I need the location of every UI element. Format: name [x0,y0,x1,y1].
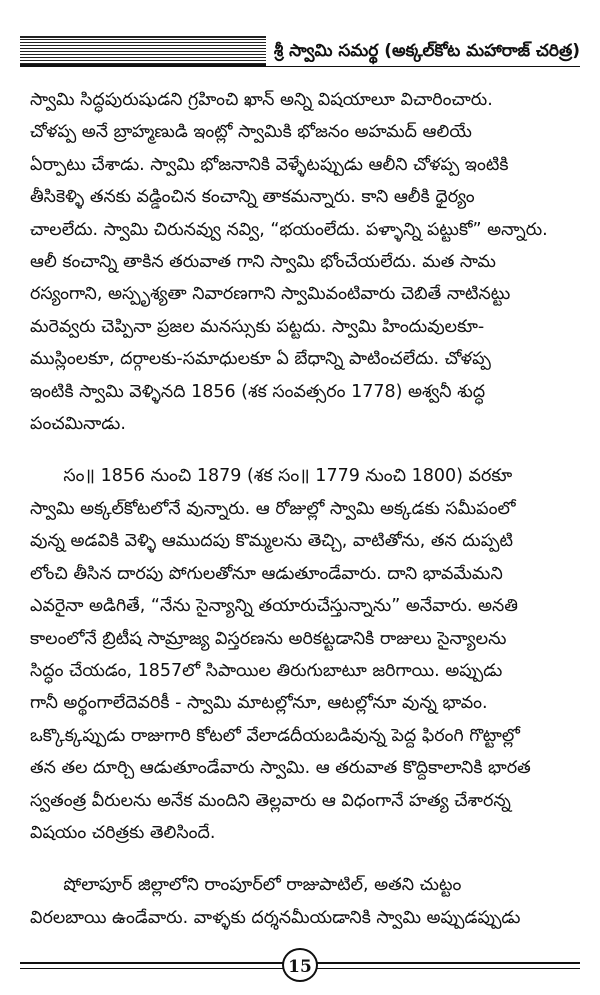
text-line: పంచమినాడు. [30,414,126,435]
page-number: 15 [282,948,318,982]
text-line: వున్న అడవికి వెళ్ళి ఆముదపు కొమ్మలను తెచ్చి, వాటితోను, తన దుప్పటి [30,531,513,552]
text-line: ఆలీ కంచాన్ని తాకిన తరువాత గాని స్వామి భోంచేయలేదు. మత సామ [30,252,496,273]
text-line: కాలంలోనే బ్రిటీష సామ్రాజ్య విస్తరణను అరికట్టడానికి రాజులు సైన్యాలను [30,628,507,649]
text-line: స్వామి అక్కల్‌కోటలోనే వున్నారు. ఆ రోజుల్లో స్వామి అక్కడకు సమీపంలో [30,498,516,519]
text-line: తన తల దూర్చి ఆడుతూండేవారు స్వామి. ఆ తరువాత కొద్దికాలానికి భారత [30,758,531,779]
text-line: చోళప్ప అనే బ్రాహ్మణుడి ఇంట్లో స్వామికి భోజనం అహమద్ ఆలియే [30,122,472,143]
page-footer [20,948,580,984]
text-line: స్వామి సిద్ధపురుషుడని గ్రహించి ఖాన్ అన్ని విషయాలూ విచారించారు. [30,90,493,110]
text-line: ఇంటికి స్వామి వెళ్ళినది 1856 (శక సంవత్సరం 1778) అశ్వనీ శుద్ధ [30,381,486,402]
paragraph-2 [30,460,586,849]
text-line: విషయం చరిత్రకు తెలిసిందే. [30,822,216,843]
text-line: సిద్ధం చేయడం, 1857లో సిపాయిల తిరుగుబాటూ జరిగాయి. అప్పుడు [30,660,503,681]
header-title: శ్రీ స్వామి సమర్థ (అక్కల్‌కోట మహారాజ్ చరిత్ర) [266,36,580,66]
text-line: విరలబాయి ఉండేవారు. వాళ్ళకు దర్శనమీయడానికి స్వామి అప్పుడప్పుడు [30,907,521,928]
text-line: మరెవ్వరు చెప్పినా ప్రజల మనస్సుకు పట్టదు. స్వామి హిందువులకూ- [30,316,485,337]
text-line: తీసికెళ్ళి తనకు వడ్డించిన కంచాన్ని తాకమన్నారు. కాని ఆలీకి ధైర్యం [30,187,475,208]
page-body [30,84,586,934]
text-line: ఎవరైనా అడిగితే, “నేను సైన్యాన్ని తయారుచేస్తున్నాను” అనేవారు. అనతి [30,596,518,617]
text-line: గానీ అర్థంగాలేదెవరికీ - స్వామి మాటల్లోనూ, ఆటల్లోనూ వున్న భావం. [30,693,488,714]
text-line: ఏర్పాటు చేశాడు. స్వామి భోజనానికి వెళ్ళేటప్పుడు ఆలీని చోళప్ప ఇంటికి [30,154,509,175]
text-line: షోలాపూర్ జిల్లాలోని రాంపూర్‌లో రాజుపాటిల్, అతని చుట్టం [30,875,462,896]
text-line: ఒక్కొక్కప్పుడు రాజుగారి కోటలో వేలాడదీయబడివున్న పెద్ద ఫిరంగి గొట్టాల్లో [30,725,520,746]
text-line: స్వతంత్ర వీరులను అనేక మందిని తెల్లవారు ఆ విధంగానే హత్య చేశారన్న [30,790,511,811]
text-line: ముస్లింలకూ, దర్గాలకు-సమాధులకూ ఏ బేధాన్ని పాటించలేదు. చోళప్ప [30,349,491,370]
paragraph-1 [30,84,586,440]
text-line: రస్యంగాని, అస్పృశ్యతా నివారణగాని స్వామివంటివారు చెబితే నాటినట్టు [30,284,511,305]
text-line: సం॥ 1856 నుంచి 1879 (శక సం॥ 1779 నుంచి 1800) వరకూ [30,466,513,487]
text-line: చాలలేదు. స్వామి చిరునవ్వు నవ్వి, “భయంలేదు. పళ్ళాన్ని పట్టుకో” అన్నారు. [30,219,548,240]
text-line: లోంచి తీసిన దారపు పోగులతోనూ ఆడుతూండేవారు. దాని భావమేమని [30,563,503,584]
running-header [20,20,580,72]
paragraph-3 [30,869,586,934]
